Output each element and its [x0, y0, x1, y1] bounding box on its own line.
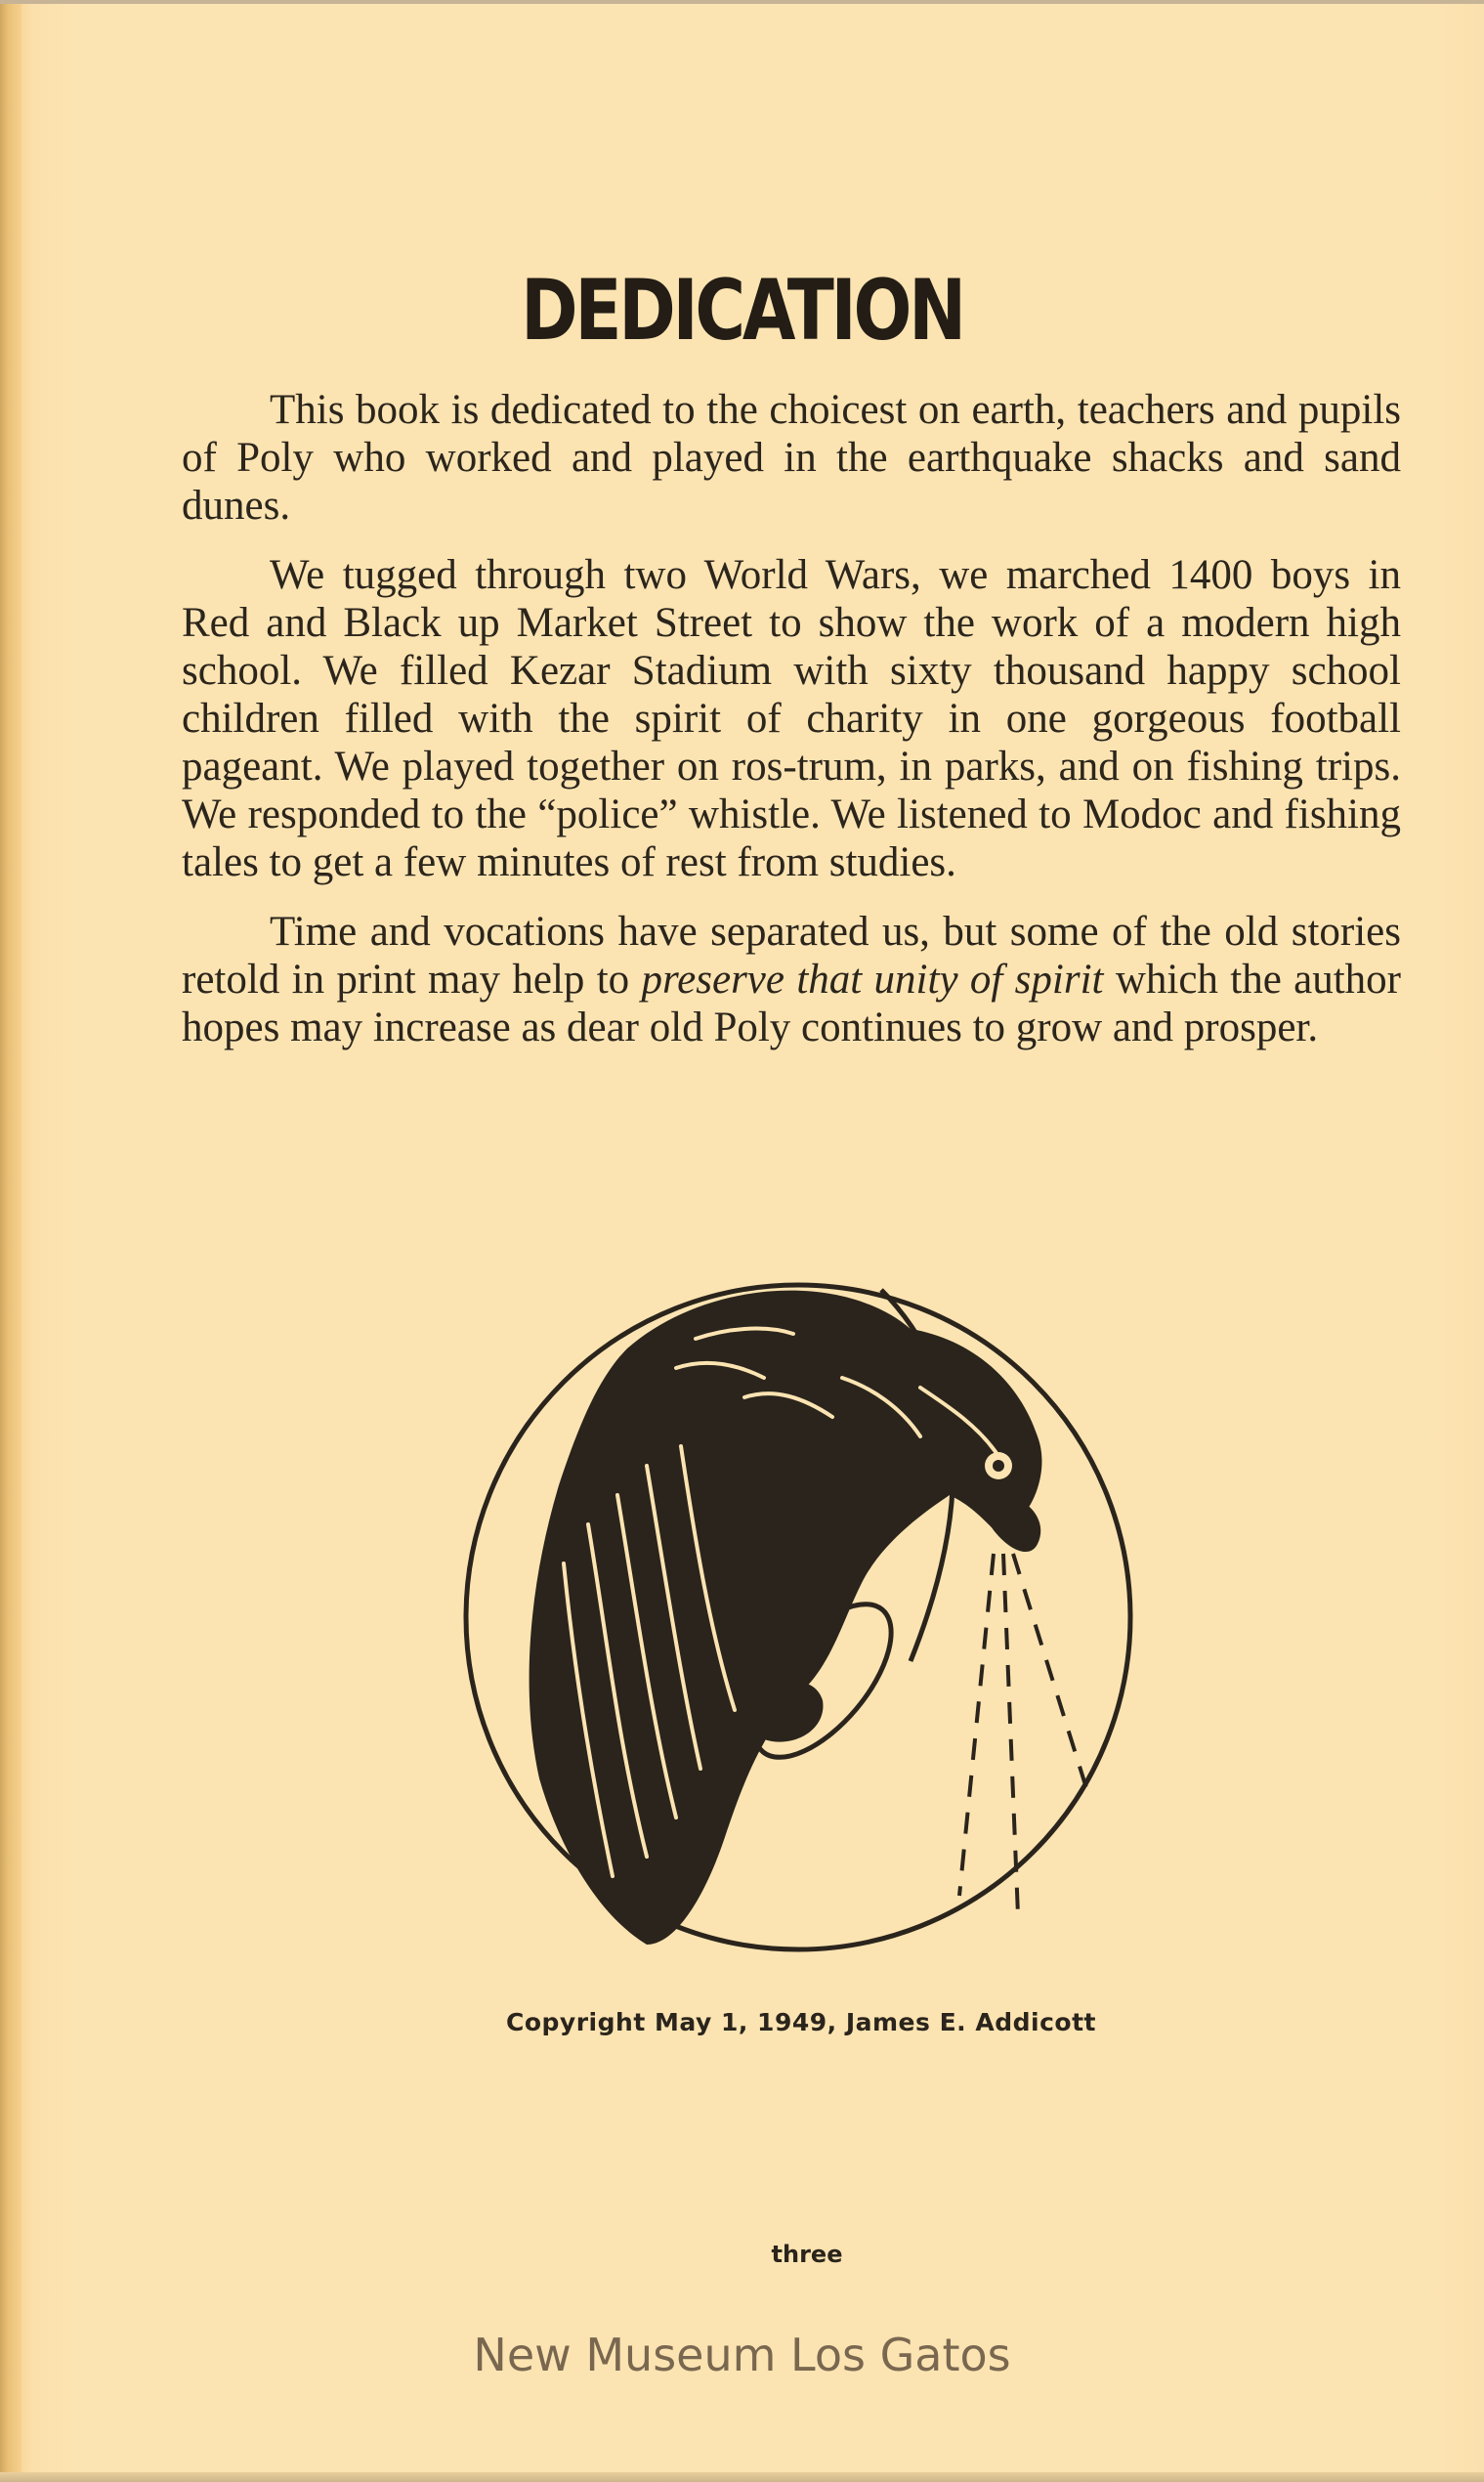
page-bottom-edge	[0, 2472, 1484, 2482]
museum-watermark: New Museum Los Gatos	[473, 2329, 1011, 2381]
page-title: DEDICATION	[521, 262, 963, 360]
book-spine-shadow	[0, 0, 21, 2482]
copyright-line: Copyright May 1, 1949, James E. Addicott	[506, 2008, 1096, 2036]
parrot-on-ring-emblem-icon	[451, 1270, 1145, 1964]
paragraph-3-end: which the author hopes may increase as dear old Poly continues to grow and prosper.	[182, 957, 1401, 1050]
paragraph-3-start: Time and vocations have separated us, but some of the old stories retold in print may help to	[182, 909, 1401, 1003]
page-top-edge	[0, 0, 1484, 4]
dedication-text	[182, 386, 1401, 1073]
paragraph-1: This book is dedicated to the choicest on earth, teachers and pupils of Poly who worked and played in the earthquake shacks and sand dunes.	[182, 387, 1401, 529]
paragraph-2: We tugged through two World Wars, we marched 1400 boys in Red and Black up Market Street to show the work of a modern high school. We filled Kezar Stadium with sixty thousand happy school children filled with the spirit of charity in one gorgeous football pageant. We played together on ros-trum, in parks, and on fishing trips. We responded to the “police” whistle. We listened to Modoc and fishing tales to get a few minutes of rest from studies.	[182, 552, 1401, 885]
paragraph-3	[182, 908, 1401, 1051]
paragraph-3-emphasis: preserve that unity of spirit	[641, 957, 1104, 1003]
page-number: three	[771, 2241, 843, 2268]
